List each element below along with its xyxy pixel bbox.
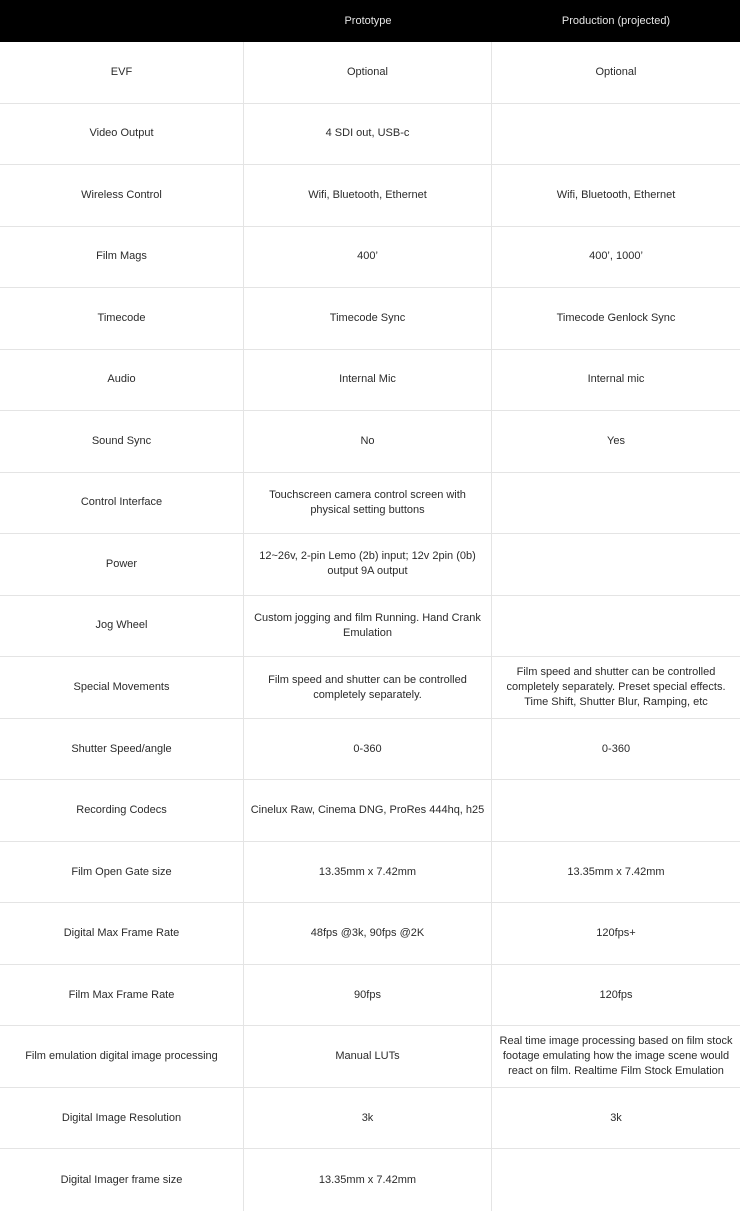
production-cell: Optional (492, 42, 740, 104)
prototype-cell: Internal Mic (244, 350, 492, 412)
feature-cell: Shutter Speed/angle (0, 719, 244, 781)
production-cell: Yes (492, 411, 740, 473)
production-cell: Real time image processing based on film stock footage emulating how the image scene would react on film. Realtime Film Stock Emulation (492, 1026, 740, 1088)
prototype-cell: 90fps (244, 965, 492, 1027)
feature-cell: Digital Image Resolution (0, 1088, 244, 1150)
production-cell (492, 534, 740, 596)
prototype-cell: 13.35mm x 7.42mm (244, 842, 492, 904)
feature-cell: Jog Wheel (0, 596, 244, 658)
production-cell: 400’, 1000’ (492, 227, 740, 289)
feature-cell: Sound Sync (0, 411, 244, 473)
prototype-cell: 0-360 (244, 719, 492, 781)
feature-cell: Wireless Control (0, 165, 244, 227)
feature-cell: Power (0, 534, 244, 596)
header-production-cell: Production (projected) (492, 0, 740, 42)
prototype-cell: Touchscreen camera control screen with physical setting buttons (244, 473, 492, 535)
production-cell: 13.35mm x 7.42mm (492, 842, 740, 904)
production-cell (492, 473, 740, 535)
production-cell: 120fps (492, 965, 740, 1027)
feature-cell: Digital Imager frame size (0, 1149, 244, 1211)
feature-cell: Video Output (0, 104, 244, 166)
prototype-cell: Wifi, Bluetooth, Ethernet (244, 165, 492, 227)
production-cell: Internal mic (492, 350, 740, 412)
production-cell: Wifi, Bluetooth, Ethernet (492, 165, 740, 227)
prototype-cell: No (244, 411, 492, 473)
production-cell (492, 1149, 740, 1211)
prototype-cell: 13.35mm x 7.42mm (244, 1149, 492, 1211)
feature-cell: Control Interface (0, 473, 244, 535)
feature-cell: Audio (0, 350, 244, 412)
feature-cell: Timecode (0, 288, 244, 350)
production-cell: 3k (492, 1088, 740, 1150)
prototype-cell: 48fps @3k, 90fps @2K (244, 903, 492, 965)
prototype-cell: Film speed and shutter can be controlled completely separately. (244, 657, 492, 719)
feature-cell: Film Mags (0, 227, 244, 289)
production-cell: Film speed and shutter can be controlled completely separately. Preset special effects. Time Shift, Shutter Blur, Ramping, etc (492, 657, 740, 719)
feature-cell: Film Open Gate size (0, 842, 244, 904)
prototype-cell: Cinelux Raw, Cinema DNG, ProRes 444hq, h25 (244, 780, 492, 842)
production-cell (492, 104, 740, 166)
feature-cell: Digital Max Frame Rate (0, 903, 244, 965)
production-cell: 120fps+ (492, 903, 740, 965)
header-prototype-cell: Prototype (244, 0, 492, 42)
prototype-cell: Optional (244, 42, 492, 104)
prototype-cell: 4 SDI out, USB-c (244, 104, 492, 166)
prototype-cell: Timecode Sync (244, 288, 492, 350)
production-cell (492, 596, 740, 658)
prototype-cell: Custom jogging and film Running. Hand Crank Emulation (244, 596, 492, 658)
production-cell (492, 780, 740, 842)
header-feature-cell (0, 0, 244, 42)
prototype-cell: 3k (244, 1088, 492, 1150)
feature-cell: Special Movements (0, 657, 244, 719)
prototype-cell: Manual LUTs (244, 1026, 492, 1088)
production-cell: 0-360 (492, 719, 740, 781)
feature-cell: EVF (0, 42, 244, 104)
prototype-cell: 12~26v, 2-pin Lemo (2b) input; 12v 2pin (0b) output 9A output (244, 534, 492, 596)
prototype-cell: 400’ (244, 227, 492, 289)
feature-cell: Film Max Frame Rate (0, 965, 244, 1027)
production-cell: Timecode Genlock Sync (492, 288, 740, 350)
feature-cell: Film emulation digital image processing (0, 1026, 244, 1088)
feature-cell: Recording Codecs (0, 780, 244, 842)
